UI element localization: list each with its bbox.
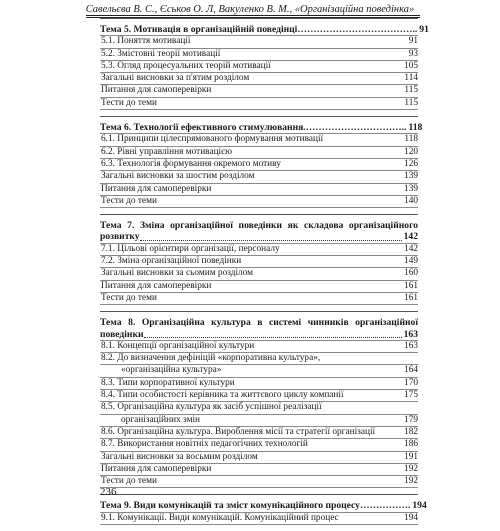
toc-entry[interactable] [100,365,418,377]
entry-title: 8.7. Використання новітніх педагогічних технологій [101,439,308,450]
entry-page: 114 [404,73,418,84]
entry-title: «організаційна культура» [121,365,222,376]
entry-page: 115 [404,97,418,108]
entry-title: 8.2. До визначення дефініцій «корпоративна культура», [101,353,321,364]
toc-entry[interactable] [100,196,418,208]
dot-leader [140,231,402,240]
toc-section [100,18,429,116]
entry-page: 170 [404,377,418,388]
toc-entry[interactable] [100,390,418,402]
toc-section [100,311,418,494]
dot-leader: ……………………………….. [297,24,418,35]
section-page: 91 [419,24,429,35]
running-head: Савельєва В. С., Єськов О. Л, Вакуленко В. М., «Організаційна поведінка» [85,4,415,15]
entry-page: 142 [404,243,418,254]
toc-entry[interactable] [100,49,418,61]
entry-title: 7.1. Цільові орієнтири організації, персоналу [101,243,280,254]
toc-entry[interactable] [100,513,418,525]
entry-title: 6.3. Технологія формування окремого мотиву [101,158,281,169]
toc-entry[interactable] [100,439,418,451]
entry-page: 192 [404,476,418,487]
toc-entry[interactable] [100,464,418,476]
table-of-contents [100,18,429,531]
entry-page: 191 [404,451,418,462]
entry-page: 186 [404,439,418,450]
header-rule [86,15,420,16]
toc-entry[interactable] [100,36,418,48]
toc-section [100,116,423,214]
toc-section-heading[interactable] [100,122,423,134]
section-page: 163 [403,328,418,340]
entry-title: 5.2. Змістовні теорії мотивації [101,48,221,59]
entry-page: 164 [404,365,418,376]
section-title-line: розвитку [100,231,140,243]
section-title-line: Тема 7. Зміна організаційної поведінки як складова організаційного [100,220,418,232]
toc-section-heading[interactable] [100,220,418,244]
entry-title: 7.2. Зміна організаційної поведінки [101,256,242,267]
toc-section-heading[interactable] [100,317,418,341]
entry-page: 175 [404,390,418,401]
toc-entry[interactable] [100,147,418,159]
toc-entry[interactable] [100,427,418,439]
entry-title: 5.1. Поняття мотивації [101,36,191,47]
entry-title: 8.3. Типи корпоративної культури [101,377,235,388]
toc-entry[interactable] [100,134,418,146]
section-title: Тема 9. Види комунікацій та зміст комунікаційного процесу [100,500,360,512]
entry-title: Тести до теми [101,476,157,487]
toc-entry[interactable] [100,98,418,110]
dot-leader: ……………. [359,500,411,512]
section-page: 142 [403,231,418,243]
page-number: 236 [100,486,117,498]
section-title-line: поведінки [100,328,144,340]
toc-entry[interactable] [100,476,418,488]
toc-entry[interactable] [100,341,418,353]
entry-page: 105 [404,60,418,71]
entry-page: 140 [404,195,418,206]
entry-title: 6.1. Принципи цілеспрямованого формування мотивації [101,134,324,145]
toc-entry[interactable] [100,73,418,85]
toc-entry[interactable] [100,244,418,256]
toc-entry[interactable] [100,281,418,293]
toc-entry[interactable] [100,171,418,183]
entry-title: Загальні висновки за п'ятим розділом [101,73,250,84]
entry-page: 194 [404,512,418,523]
toc-entry[interactable] [100,293,418,305]
toc-entry[interactable] [100,61,418,73]
dot-leader [144,329,402,338]
entry-title: Тести до теми [101,97,157,108]
entry-title: Питання для самоперевірки [101,280,212,291]
entry-title: 8.6. Організаційна культура. Вироблення місії та стратегії організації [101,426,376,437]
entry-page: 115 [404,85,418,96]
toc-entry[interactable] [100,256,418,268]
entry-page: 120 [404,146,418,157]
section-page: 118 [408,122,423,134]
entry-title: Тести до теми [101,195,157,206]
toc-entry[interactable] [100,159,418,171]
entry-page: 149 [404,256,418,267]
entry-title: Тести до теми [101,292,157,303]
entry-page: 93 [408,48,418,59]
toc-section-heading[interactable] [100,24,429,36]
entry-title: Загальні висновки за сьомим розділом [101,268,254,279]
entry-title: 6.2. Рівні управління мотивацією [101,146,233,157]
entry-title: Питання для самоперевірки [101,183,212,194]
entry-page: 161 [404,292,418,303]
toc-section [100,494,427,531]
entry-page: 160 [404,268,418,279]
entry-title: 8.1. Концепції організаційної культури [101,340,255,351]
entry-page: 91 [408,36,418,47]
toc-entry[interactable] [100,378,418,390]
entry-page: 192 [404,463,418,474]
entry-title: 8.5. Організаційна культура як засіб успішної реалізації [101,402,322,413]
section-page: 194 [412,500,427,512]
toc-section-heading[interactable] [100,500,427,512]
entry-title: організаційних змін [121,414,201,425]
toc-entry[interactable] [100,452,418,464]
toc-entry[interactable] [100,85,418,97]
entry-page: 163 [404,340,418,351]
entry-title: Питання для самоперевірки [101,85,212,96]
entry-title: 9.1. Комунікації. Види комунікацій. Комунікаційний процес [101,512,339,523]
entry-title: Питання для самоперевірки [101,463,212,474]
entry-page: 139 [404,183,418,194]
entry-page: 126 [404,158,418,169]
entry-title: 5.3. Огляд процесуальних теорій мотивації [101,60,271,71]
entry-page: 139 [404,171,418,182]
toc-entry[interactable] [100,353,418,365]
dot-leader: .………………………….. [303,122,407,134]
section-title: Тема 5. Мотивація в організаційній поведінці [100,24,298,35]
toc-entry[interactable] [100,415,418,427]
entry-page: 182 [404,426,418,437]
toc-section [100,214,418,311]
entry-page: 161 [404,280,418,291]
entry-page: 179 [404,414,418,425]
entry-title: Загальні висновки за шостим розділом [101,171,255,182]
section-title-line: Тема 8. Організаційна культура в системі чинників організаційної [100,317,418,329]
section-title: Тема 6. Технології ефективного стимулювання [100,122,304,134]
entry-title: 8.4. Типи особистості керівника та життєвого циклу компанії [101,390,344,401]
entry-page: 118 [404,134,418,145]
entry-title: Загальні висновки за восьмим розділом [101,451,258,462]
toc-entry[interactable] [100,268,418,280]
toc-entry[interactable] [100,184,418,196]
toc-entry[interactable] [100,402,418,414]
